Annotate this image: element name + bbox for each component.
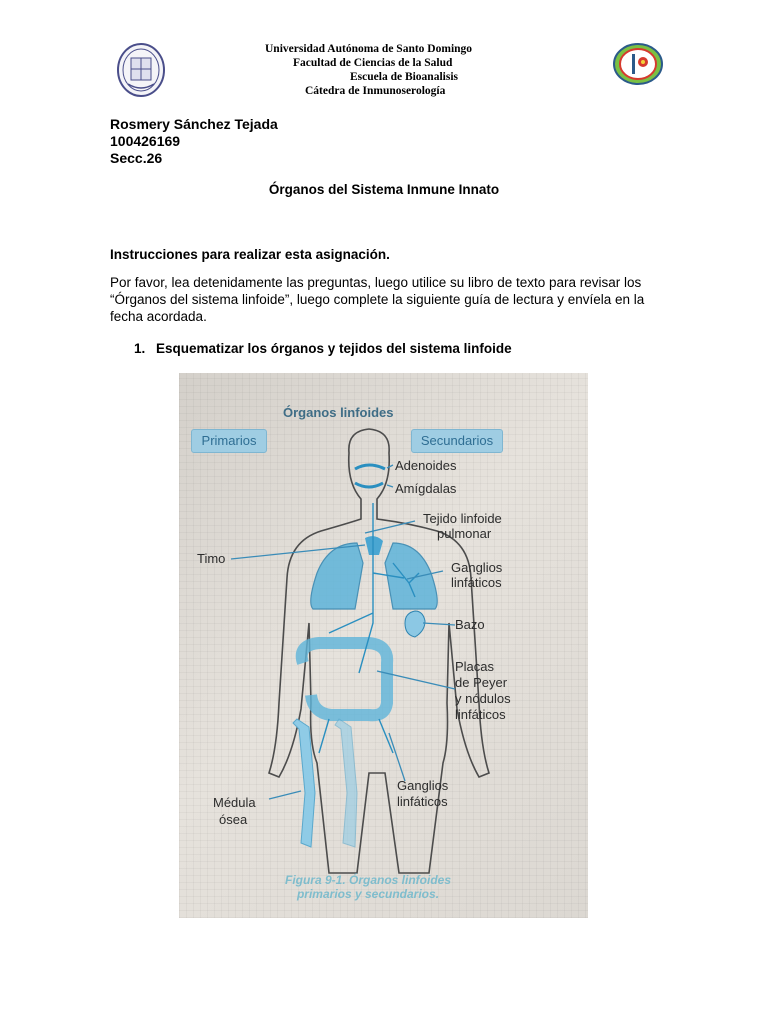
lung-left — [311, 543, 363, 609]
label-ganglios-lower-l2: linfáticos — [397, 794, 448, 809]
label-adenoides: Adenoides — [395, 458, 457, 473]
label-medula-l1: Médula — [213, 795, 256, 810]
university-seal-logo — [116, 42, 166, 98]
label-placas-l2: de Peyer — [455, 675, 508, 690]
label-ganglios-upper-l2: linfáticos — [451, 575, 502, 590]
label-medula-l2: ósea — [219, 812, 248, 827]
label-bazo: Bazo — [455, 617, 485, 632]
femur-shape-2 — [335, 719, 357, 847]
label-placas-l3: y nódulos — [455, 691, 511, 706]
label-tejido-l2: pulmonar — [437, 526, 492, 541]
thymus-shape — [365, 536, 383, 555]
document-title: Órganos del Sistema Inmune Innato — [268, 182, 500, 197]
label-ganglios-lower-l1: Ganglios — [397, 778, 449, 793]
spleen-shape — [405, 611, 425, 637]
question-number: 1. — [134, 341, 146, 356]
faculty-name: Facultad de Ciencias de la Salud — [293, 57, 453, 69]
label-timo: Timo — [197, 551, 226, 566]
school-name: Escuela de Bioanalisis — [350, 71, 458, 83]
tonsils-shape — [355, 483, 383, 487]
student-id: 100426169 — [110, 133, 181, 149]
label-placas-l4: linfáticos — [455, 707, 506, 722]
label-placas-l1: Placas — [455, 659, 495, 674]
student-section: Secc.26 — [110, 150, 163, 166]
secondary-organs-pill: Secundarios — [411, 429, 503, 453]
adenoids-shape — [355, 465, 385, 469]
caption-line-1: Figura 9-1. Órganos linfoides — [284, 873, 452, 887]
institution-header — [180, 42, 590, 98]
instructions-heading: Instrucciones para realizar esta asignación. — [110, 247, 390, 262]
student-info — [110, 116, 278, 167]
primary-organs-pill: Primarios — [191, 429, 267, 453]
chair-name: Cátedra de Inmunoserología — [305, 85, 446, 97]
figure-title: Órganos linfoides — [283, 405, 394, 420]
intestine-shape — [302, 643, 387, 715]
question-text: Esquematizar los órganos y tejidos del sistema linfoide — [156, 341, 512, 356]
instructions-body: Por favor, lea detenidamente las preguntas, luego utilice su libro de texto para revisar los “Órganos del sistema linfoide”, luego complete la siguiente guía de lectura y envíela en la fecha acordada. — [110, 275, 645, 324]
caption-line-2: primarios y secundarios. — [296, 887, 440, 901]
student-name: Rosmery Sánchez Tejada — [110, 116, 278, 132]
label-tejido-l1: Tejido linfoide — [423, 511, 502, 526]
question-1 — [134, 341, 512, 356]
label-ganglios-upper-l1: Ganglios — [451, 560, 503, 575]
figure-caption — [253, 873, 483, 901]
university-name: Universidad Autónoma de Santo Domingo — [265, 43, 473, 55]
body-diagram — [179, 373, 588, 918]
lymphoid-organs-figure — [179, 373, 588, 918]
label-amigdalas: Amígdalas — [395, 481, 457, 496]
